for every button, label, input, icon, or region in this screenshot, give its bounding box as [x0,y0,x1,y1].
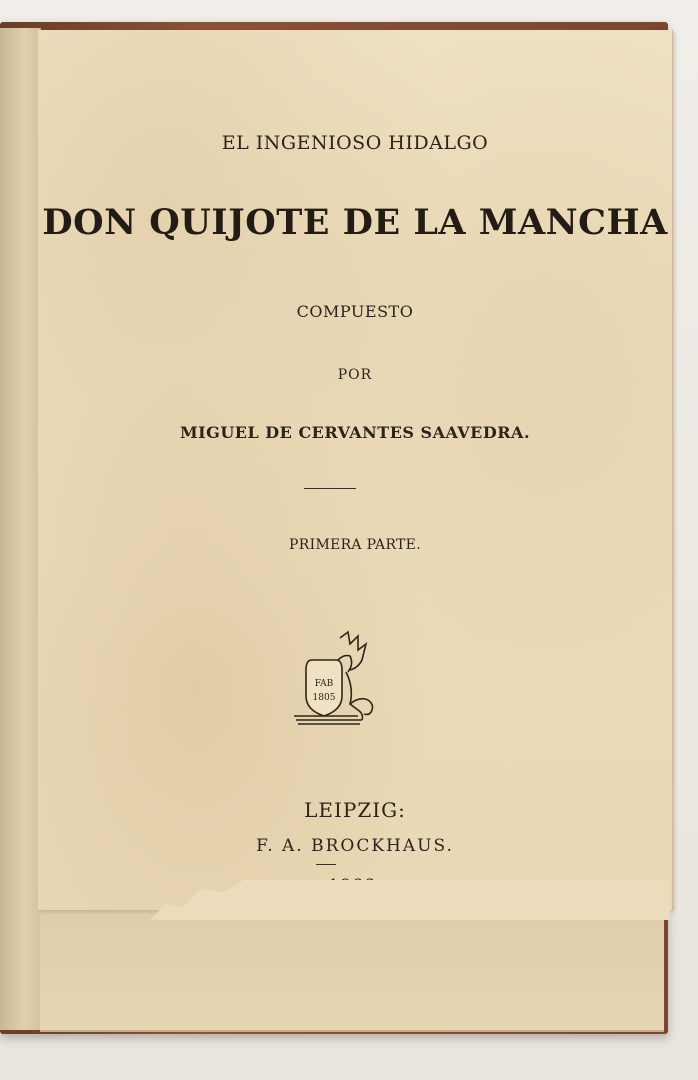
shield-text-bottom: 1805 [312,693,336,703]
publisher-name: F. A. BROCKHAUS. [256,836,454,856]
author-name: MIGUEL DE CERVANTES SAAVEDRA. [179,423,531,442]
title-page [38,30,673,910]
subtitle-line: EL INGENIOSO HIDALGO [221,132,489,154]
page-edge-left [0,28,41,1030]
divider-rule-small [316,864,336,865]
shield-text-top: FAB [314,679,334,689]
by-line: POR [337,367,373,383]
composed-line: COMPUESTO [296,302,414,321]
divider-rule [304,488,356,489]
publication-place: LEIPZIG: [304,798,406,822]
part-label: PRIMERA PARTE. [289,537,421,553]
book-title: DON QUIJOTE DE LA MANCHA [42,202,668,243]
griffin-shield-icon [288,630,378,730]
